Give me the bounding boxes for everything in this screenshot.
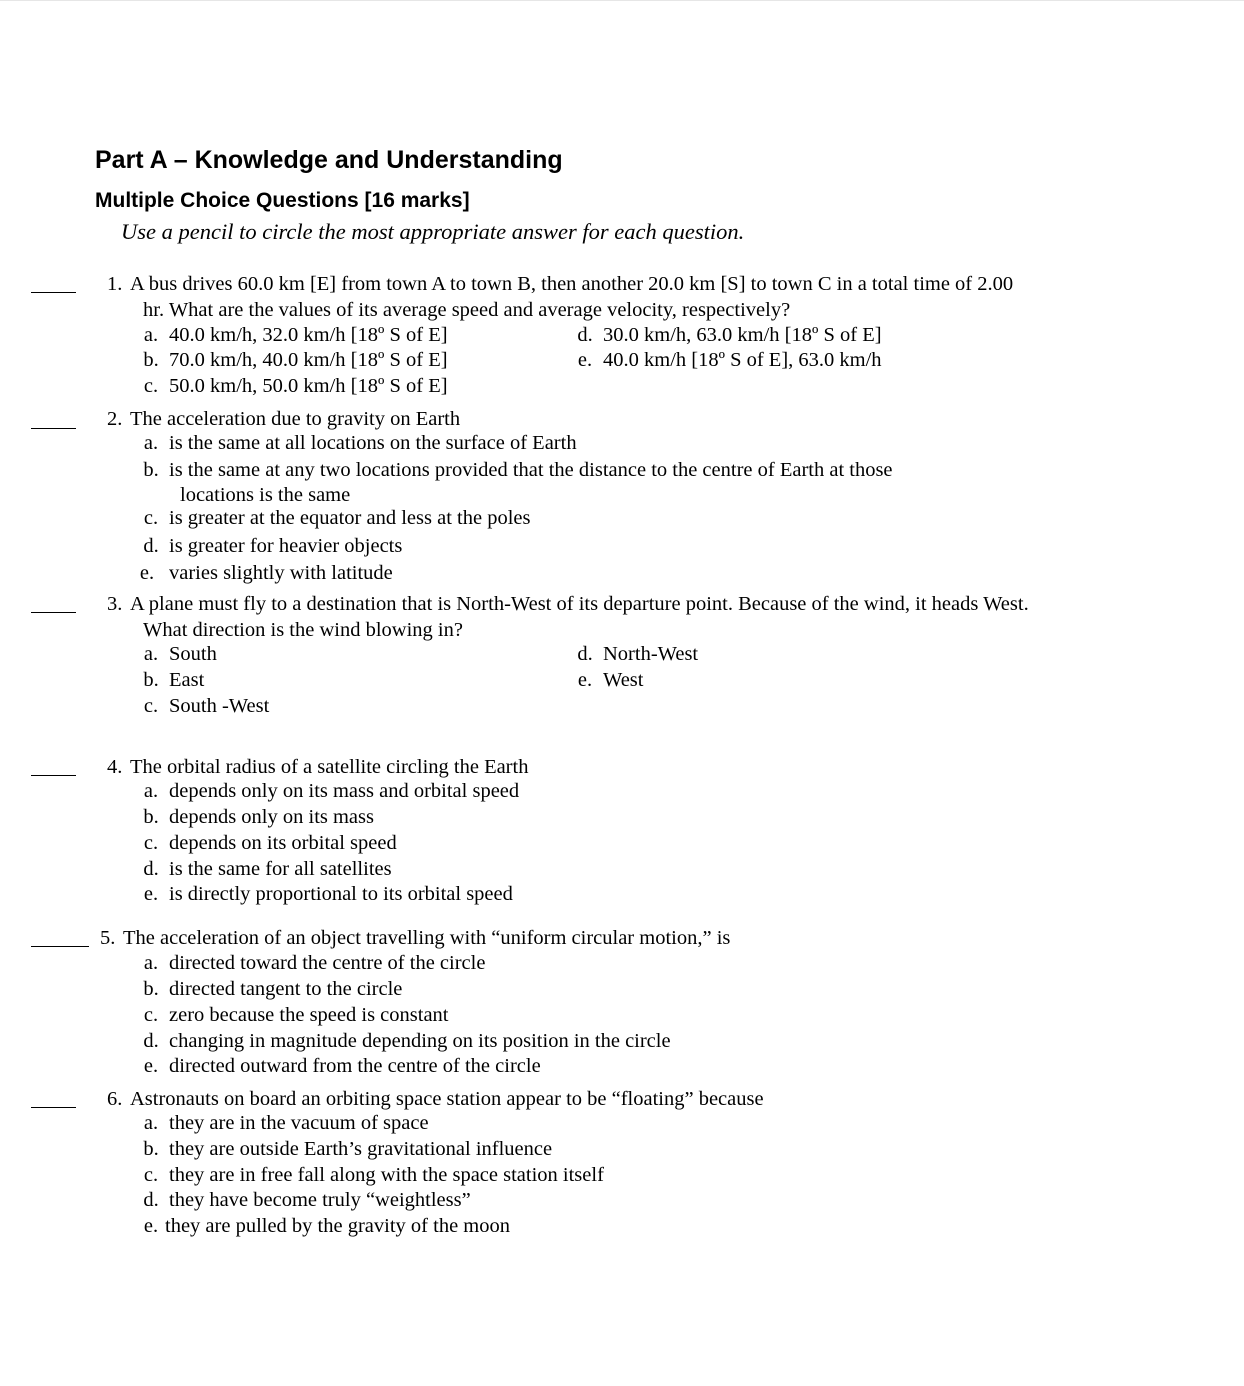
option-text: South xyxy=(169,643,217,665)
option-letter: d. xyxy=(577,643,593,665)
option-b[interactable] xyxy=(133,457,893,483)
option-d[interactable] xyxy=(133,856,392,882)
question-stem: The orbital radius of a satellite circling the Earth xyxy=(130,756,529,778)
option-text: 50.0 km/h, 50.0 km/h [18º S of E] xyxy=(169,375,448,397)
option-a[interactable] xyxy=(133,950,485,976)
answer-blank-1[interactable] xyxy=(31,292,76,293)
option-c[interactable] xyxy=(133,693,269,719)
option-e[interactable] xyxy=(567,667,643,693)
option-text: is the same at any two locations provided that the distance to the centre of Earth at those xyxy=(169,459,893,481)
section-subtitle: Multiple Choice Questions [16 marks] xyxy=(95,189,470,212)
option-text: depends only on its mass and orbital speed xyxy=(169,780,520,802)
option-b[interactable] xyxy=(133,804,374,830)
option-letter: e. xyxy=(143,1215,159,1237)
question-number: 6. xyxy=(107,1088,123,1110)
option-letter: a. xyxy=(143,1112,159,1134)
option-text: directed toward the centre of the circle xyxy=(169,952,486,974)
option-text: they are in free fall along with the space station itself xyxy=(169,1164,604,1186)
option-a[interactable] xyxy=(133,322,448,348)
option-text: 30.0 km/h, 63.0 km/h [18º S of E] xyxy=(603,324,882,346)
option-text: they are pulled by the gravity of the moon xyxy=(165,1215,510,1237)
option-letter: a. xyxy=(143,324,159,346)
option-letter: d. xyxy=(143,535,159,557)
option-b[interactable] xyxy=(133,1136,552,1162)
option-text: North-West xyxy=(603,643,699,665)
option-text: depends only on its mass xyxy=(169,806,374,828)
question-stem: The acceleration due to gravity on Earth xyxy=(130,408,461,430)
question-number: 1. xyxy=(107,273,123,295)
question-stem-cont: hr. What are the values of its average speed and average velocity, respectively? xyxy=(143,299,791,321)
instructions: Use a pencil to circle the most appropriate answer for each question. xyxy=(121,219,745,244)
option-text: varies slightly with latitude xyxy=(169,562,393,584)
option-letter: b. xyxy=(143,806,159,828)
option-text: 40.0 km/h [18º S of E], 63.0 km/h xyxy=(603,349,882,371)
option-letter: b. xyxy=(143,669,159,691)
option-d[interactable] xyxy=(133,1028,671,1054)
option-e[interactable] xyxy=(567,347,882,373)
option-b-continuation: locations is the same xyxy=(180,484,351,506)
option-letter: c. xyxy=(143,1004,159,1026)
answer-blank-2[interactable] xyxy=(31,428,76,429)
option-letter: b. xyxy=(143,459,159,481)
option-letter: c. xyxy=(143,695,159,717)
option-text: directed tangent to the circle xyxy=(169,978,403,1000)
option-text: depends on its orbital speed xyxy=(169,832,397,854)
option-c[interactable] xyxy=(133,373,448,399)
question-stem-cont: What direction is the wind blowing in? xyxy=(143,619,463,641)
option-e[interactable] xyxy=(133,881,513,907)
option-letter: b. xyxy=(143,349,159,371)
option-text: changing in magnitude depending on its position in the circle xyxy=(169,1030,671,1052)
option-b[interactable] xyxy=(133,667,204,693)
option-e[interactable] xyxy=(133,1053,541,1079)
option-c[interactable] xyxy=(133,1002,448,1028)
question-stem: A bus drives 60.0 km [E] from town A to town B, then another 20.0 km [S] to town C in a total time of 2.00 xyxy=(130,273,1014,295)
option-letter: c. xyxy=(143,507,159,529)
page-top-rule xyxy=(0,0,1244,1)
option-letter: e. xyxy=(577,349,593,371)
option-letter: d. xyxy=(577,324,593,346)
option-text: is the same at all locations on the surface of Earth xyxy=(169,432,577,454)
answer-blank-4[interactable] xyxy=(31,775,76,776)
option-letter: c. xyxy=(143,1164,159,1186)
option-text: they are outside Earth’s gravitational influence xyxy=(169,1138,553,1160)
option-text: West xyxy=(603,669,644,691)
option-text: is directly proportional to its orbital speed xyxy=(169,883,513,905)
option-d[interactable] xyxy=(567,322,882,348)
option-b[interactable] xyxy=(133,347,448,373)
question-stem: The acceleration of an object travelling with “uniform circular motion,” is xyxy=(123,927,731,949)
option-e[interactable] xyxy=(129,560,393,586)
option-text: 40.0 km/h, 32.0 km/h [18º S of E] xyxy=(169,324,448,346)
option-letter: d. xyxy=(143,1189,159,1211)
option-a[interactable] xyxy=(133,430,577,456)
option-text: directed outward from the centre of the circle xyxy=(169,1055,541,1077)
question-stem: Astronauts on board an orbiting space station appear to be “floating” because xyxy=(130,1088,764,1110)
question-number: 4. xyxy=(107,756,123,778)
option-e[interactable] xyxy=(133,1213,510,1239)
option-letter: b. xyxy=(143,978,159,1000)
option-letter: b. xyxy=(143,1138,159,1160)
option-c[interactable] xyxy=(133,505,530,531)
option-letter: d. xyxy=(143,858,159,880)
option-c[interactable] xyxy=(133,830,397,856)
option-text: East xyxy=(169,669,205,691)
option-a[interactable] xyxy=(133,641,217,667)
option-letter: e. xyxy=(143,1055,159,1077)
option-letter: c. xyxy=(143,375,159,397)
option-b[interactable] xyxy=(133,976,402,1002)
option-text: 70.0 km/h, 40.0 km/h [18º S of E] xyxy=(169,349,448,371)
option-text: is greater at the equator and less at the poles xyxy=(169,507,531,529)
option-text: is greater for heavier objects xyxy=(169,535,403,557)
option-c[interactable] xyxy=(133,1162,604,1188)
option-letter: e. xyxy=(577,669,593,691)
question-stem: A plane must fly to a destination that is North-West of its departure point. Because of the wind, it heads West. xyxy=(130,593,1029,615)
option-letter: a. xyxy=(143,952,159,974)
option-d[interactable] xyxy=(133,533,402,559)
part-title: Part A – Knowledge and Understanding xyxy=(95,146,563,174)
question-number: 5. xyxy=(100,927,116,949)
option-letter: e. xyxy=(143,883,159,905)
answer-blank-3[interactable] xyxy=(31,612,76,613)
option-d[interactable] xyxy=(133,1187,471,1213)
option-letter: d. xyxy=(143,1030,159,1052)
question-number: 3. xyxy=(107,593,123,615)
option-letter: a. xyxy=(143,432,159,454)
option-letter: a. xyxy=(143,780,159,802)
option-text: they have become truly “weightless” xyxy=(169,1189,471,1211)
option-text: they are in the vacuum of space xyxy=(169,1112,429,1134)
question-number: 2. xyxy=(107,408,123,430)
answer-blank-6[interactable] xyxy=(31,1107,76,1108)
option-text: South -West xyxy=(169,695,270,717)
option-letter: c. xyxy=(143,832,159,854)
option-text: zero because the speed is constant xyxy=(169,1004,449,1026)
option-d[interactable] xyxy=(567,641,698,667)
option-letter: a. xyxy=(143,643,159,665)
answer-blank-5[interactable] xyxy=(31,946,89,947)
option-letter: e. xyxy=(139,562,155,584)
option-a[interactable] xyxy=(133,778,519,804)
option-a[interactable] xyxy=(133,1110,429,1136)
option-text: is the same for all satellites xyxy=(169,858,392,880)
